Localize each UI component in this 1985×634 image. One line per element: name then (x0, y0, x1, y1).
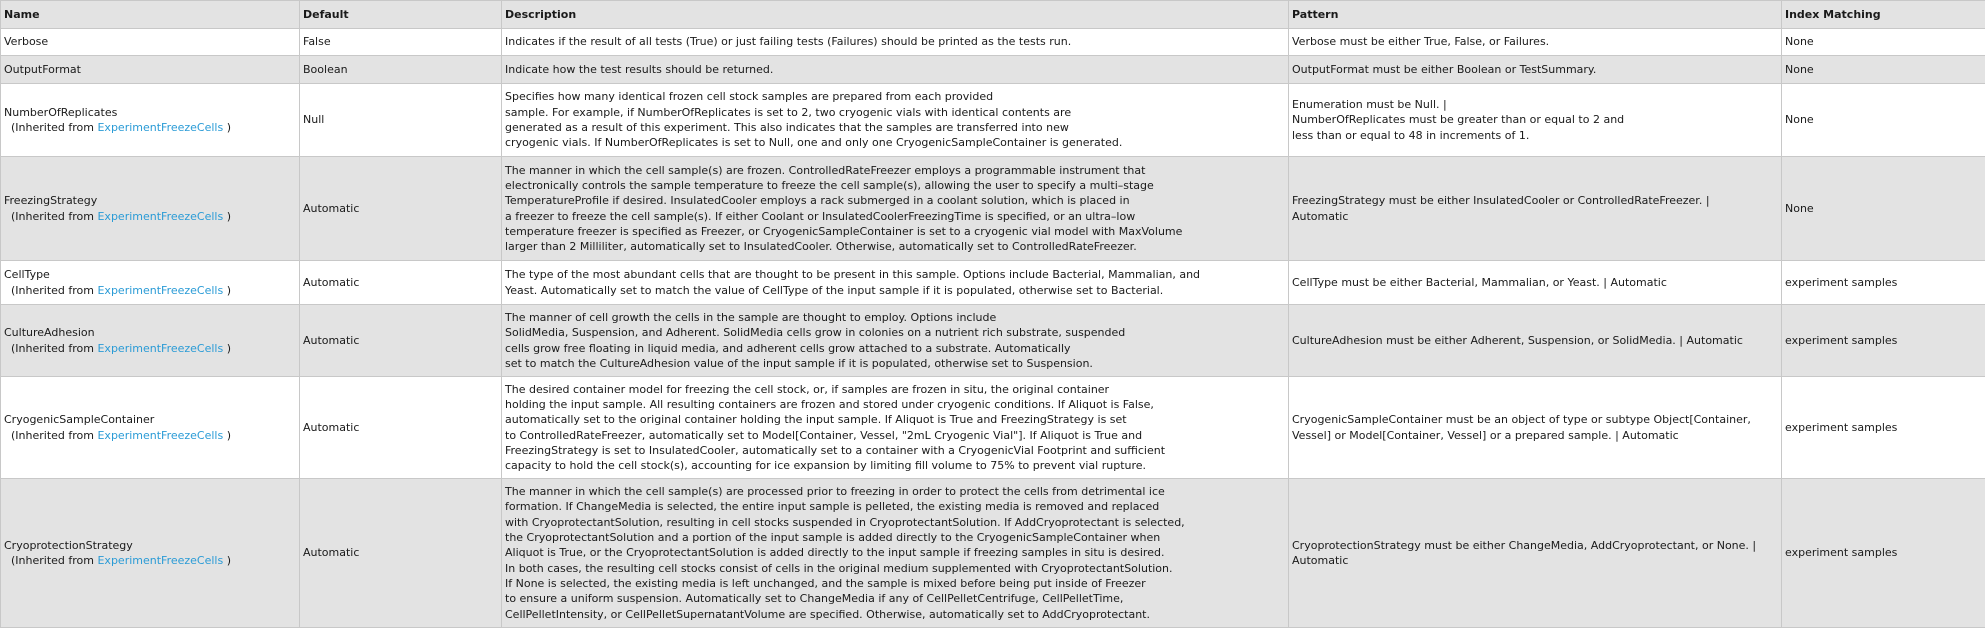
description-line: the CryoprotectantSolution and a portion of the input sample is added directly to the CryogenicSampleContainer when (505, 531, 1161, 545)
option-name-cell (1, 261, 300, 305)
index-matching-cell: None (1782, 84, 1985, 157)
table-row (1, 56, 1985, 84)
header-row (1, 1, 1985, 29)
description-line: The desired container model for freezing the cell stock, or, if samples are frozen in situ, the original container (505, 382, 1110, 396)
description-line: FreezingStrategy is set to InsulatedCooler, automatically set to a container with a CryogenicVial Footprint and sufficient (505, 443, 1166, 457)
description-line: Specifies how many identical frozen cell stock samples are prepared from each provided (505, 90, 994, 104)
pattern-line: CultureAdhesion must be either Adherent, Suspension, or SolidMedia. | Automatic (1292, 333, 1743, 347)
pattern-line: OutputFormat must be either Boolean or TestSummary. (1292, 62, 1597, 76)
option-name: CultureAdhesion (4, 326, 95, 340)
pattern-line: CryogenicSampleContainer must be an object of type or subtype Object[Container, (1292, 413, 1751, 427)
pattern-line: FreezingStrategy must be either InsulatedCooler or ControlledRateFreezer. | (1292, 194, 1710, 208)
description-line: generated as a result of this experiment. This also indicates that the samples are transferred into new (505, 121, 1069, 134)
header-pattern: Pattern (1289, 1, 1782, 29)
pattern-line: Automatic (1292, 209, 1349, 223)
pattern-cell (1289, 479, 1782, 628)
table-row (1, 29, 1985, 56)
description-line: TemperatureProfile if desired. InsulatedCooler employs a rack submerged in a coolant solution, which is placed in (505, 194, 1130, 208)
description-line: CellPelletIntensity, or CellPelletSupernatantVolume are specified. Otherwise, automatically set to AddCryoprotectant. (505, 607, 1150, 621)
inherited-source-link[interactable]: ExperimentFreezeCells (97, 341, 224, 355)
option-name-cell (1, 56, 300, 84)
option-name: CryogenicSampleContainer (4, 413, 155, 427)
pattern-cell (1289, 56, 1782, 84)
default-cell: Automatic (300, 377, 502, 479)
description-line: cells grow free floating in liquid media, and adherent cells grow attached to a substrate. Automatically (505, 341, 1071, 355)
option-name-cell (1, 29, 300, 56)
index-matching-cell: experiment samples (1782, 305, 1985, 377)
index-matching-cell: None (1782, 29, 1985, 56)
description-cell (502, 157, 1289, 261)
description-line: Aliquot is True, or the CryoprotectantSolution is added directly to the input sample if freezing samples in situ is desired. (505, 546, 1165, 560)
index-matching-cell: experiment samples (1782, 377, 1985, 479)
option-name-cell (1, 305, 300, 377)
pattern-line: CryoprotectionStrategy must be either ChangeMedia, AddCryoprotectant, or None. | (1292, 538, 1757, 552)
inherited-note: (Inherited from ExperimentFreezeCells ) (11, 283, 232, 297)
table-row (1, 157, 1985, 261)
description-line: sample. For example, if NumberOfReplicates is set to 2, two cryogenic vials with identical contents are (505, 105, 1072, 119)
description-line: holding the input sample. All resulting containers are frozen and stored under cryogenic conditions. If Aliquot is False, (505, 397, 1154, 411)
option-name-cell (1, 479, 300, 628)
description-line: Indicates if the result of all tests (True) or just failing tests (Failures) should be printed as the tests run. (505, 35, 1072, 49)
inherited-source-link[interactable]: ExperimentFreezeCells (97, 209, 224, 223)
description-cell (502, 84, 1289, 157)
description-line: cryogenic vials. If NumberOfReplicates is set to Null, one and only one CryogenicSampleContainer is generated. (505, 136, 1123, 150)
inherited-source-link[interactable]: ExperimentFreezeCells (97, 554, 224, 567)
pattern-cell (1289, 29, 1782, 56)
description-line: If None is selected, the existing media is left unchanged, and the sample is mixed before being put inside of Freezer (505, 576, 1146, 590)
description-line: formation. If ChangeMedia is selected, the entire input sample is pelleted, the existing media is removed and replaced (505, 500, 1160, 514)
inherited-note: (Inherited from ExperimentFreezeCells ) (11, 209, 232, 223)
description-line: to ensure a uniform suspension. Automatically set to ChangeMedia if any of CellPelletCentrifuge, CellPelletTime, (505, 592, 1124, 606)
option-name-cell (1, 157, 300, 261)
description-cell (502, 479, 1289, 628)
description-line: larger than 2 Milliliter, automatically set to InsulatedCooler. Otherwise, automatically set to ControlledRateFreezer. (505, 240, 1137, 254)
index-matching-cell: experiment samples (1782, 479, 1985, 628)
pattern-line: CellType must be either Bacterial, Mammalian, or Yeast. | Automatic (1292, 275, 1667, 289)
description-line: automatically set to the original container holding the input sample. If Aliquot is True and FreezingStrategy is set (505, 413, 1127, 427)
option-name: OutputFormat (4, 62, 81, 76)
index-matching-cell: experiment samples (1782, 261, 1985, 305)
pattern-cell (1289, 305, 1782, 377)
inherited-source-link[interactable]: ExperimentFreezeCells (97, 121, 224, 134)
description-line: Indicate how the test results should be returned. (505, 62, 774, 76)
table-row (1, 261, 1985, 305)
pattern-line: Enumeration must be Null. | (1292, 98, 1447, 112)
header-index-matching: Index Matching (1782, 1, 1985, 29)
description-cell (502, 56, 1289, 84)
index-matching-cell: None (1782, 56, 1985, 84)
inherited-note: (Inherited from ExperimentFreezeCells ) (11, 121, 232, 134)
description-cell (502, 305, 1289, 377)
description-line: temperature freezer is specified as Freezer, or CryogenicSampleContainer is set to a cryogenic vial model with MaxVolume (505, 224, 1183, 238)
inherited-note: (Inherited from ExperimentFreezeCells ) (11, 554, 232, 567)
table-row (1, 305, 1985, 377)
pattern-line: Verbose must be either True, False, or Failures. (1292, 35, 1550, 49)
description-cell (502, 261, 1289, 305)
header-default: Default (300, 1, 502, 29)
default-cell: False (300, 29, 502, 56)
pattern-cell (1289, 84, 1782, 157)
description-line: capacity to hold the cell stock(s), accounting for ice expansion by limiting fill volume to 75% to prevent vial rupture. (505, 459, 1147, 473)
header-description: Description (502, 1, 1289, 29)
default-cell: Automatic (300, 157, 502, 261)
description-line: to ControlledRateFreezer, automatically set to Model[Container, Vessel, "2mL Cryogenic Vial"]. If Aliquot is True and (505, 428, 1143, 442)
description-line: The manner of cell growth the cells in the sample are thought to employ. Options include (505, 310, 997, 324)
pattern-cell (1289, 261, 1782, 305)
option-name-cell (1, 84, 300, 157)
inherited-note: (Inherited from ExperimentFreezeCells ) (11, 428, 232, 442)
default-cell: Automatic (300, 261, 502, 305)
description-line: The manner in which the cell sample(s) are frozen. ControlledRateFreezer employs a programmable instrument that (505, 163, 1146, 177)
table-row (1, 84, 1985, 157)
pattern-line: less than or equal to 48 in increments of 1. (1292, 128, 1530, 142)
header-name: Name (1, 1, 300, 29)
index-matching-cell: None (1782, 157, 1985, 261)
description-line: with CryoprotectantSolution, resulting in cell stocks suspended in CryoprotectantSolution. If AddCryoprotectant is selected, (505, 515, 1185, 529)
option-name-cell (1, 377, 300, 479)
table-row (1, 377, 1985, 479)
option-name: FreezingStrategy (4, 194, 98, 208)
default-cell: Automatic (300, 305, 502, 377)
default-cell: Null (300, 84, 502, 157)
description-cell (502, 377, 1289, 479)
table-row (1, 479, 1985, 628)
pattern-line: Automatic (1292, 554, 1349, 567)
description-line: The type of the most abundant cells that are thought to be present in this sample. Options include Bacterial, Mammalian, and (505, 268, 1201, 282)
description-line: a freezer to freeze the cell sample(s). If either Coolant or InsulatedCoolerFreezingTime is specified, or an ultra–low (505, 209, 1136, 223)
pattern-line: NumberOfReplicates must be greater than or equal to 2 and (1292, 113, 1625, 127)
option-name: Verbose (4, 35, 49, 49)
default-cell: Automatic (300, 479, 502, 628)
option-name: CellType (4, 268, 50, 282)
inherited-source-link[interactable]: ExperimentFreezeCells (97, 283, 224, 297)
description-line: In both cases, the resulting cell stocks consist of cells in the original medium supplemented with CryoprotectantSolution. (505, 561, 1173, 575)
description-line: electronically controls the sample temperature to freeze the cell sample(s), allowing the user to specify a multi–stage (505, 178, 1154, 192)
description-line: set to match the CultureAdhesion value of the input sample if it is populated, otherwise set to Suspension. (505, 356, 1093, 370)
pattern-line: Vessel] or Model[Container, Vessel] or a prepared sample. | Automatic (1292, 428, 1679, 442)
inherited-source-link[interactable]: ExperimentFreezeCells (97, 428, 224, 442)
inherited-note: (Inherited from ExperimentFreezeCells ) (11, 341, 232, 355)
pattern-cell (1289, 377, 1782, 479)
pattern-cell (1289, 157, 1782, 261)
option-name: CryoprotectionStrategy (4, 538, 133, 552)
description-line: SolidMedia, Suspension, and Adherent. SolidMedia cells grow in colonies on a nutrient rich substrate, suspended (505, 326, 1126, 340)
option-name: NumberOfReplicates (4, 105, 118, 119)
description-line: Yeast. Automatically set to match the value of CellType of the input sample if it is populated, otherwise set to Bacterial. (505, 283, 1164, 297)
description-line: The manner in which the cell sample(s) are processed prior to freezing in order to protect the cells from detrimental ice (505, 485, 1165, 499)
default-cell: Boolean (300, 56, 502, 84)
description-cell (502, 29, 1289, 56)
